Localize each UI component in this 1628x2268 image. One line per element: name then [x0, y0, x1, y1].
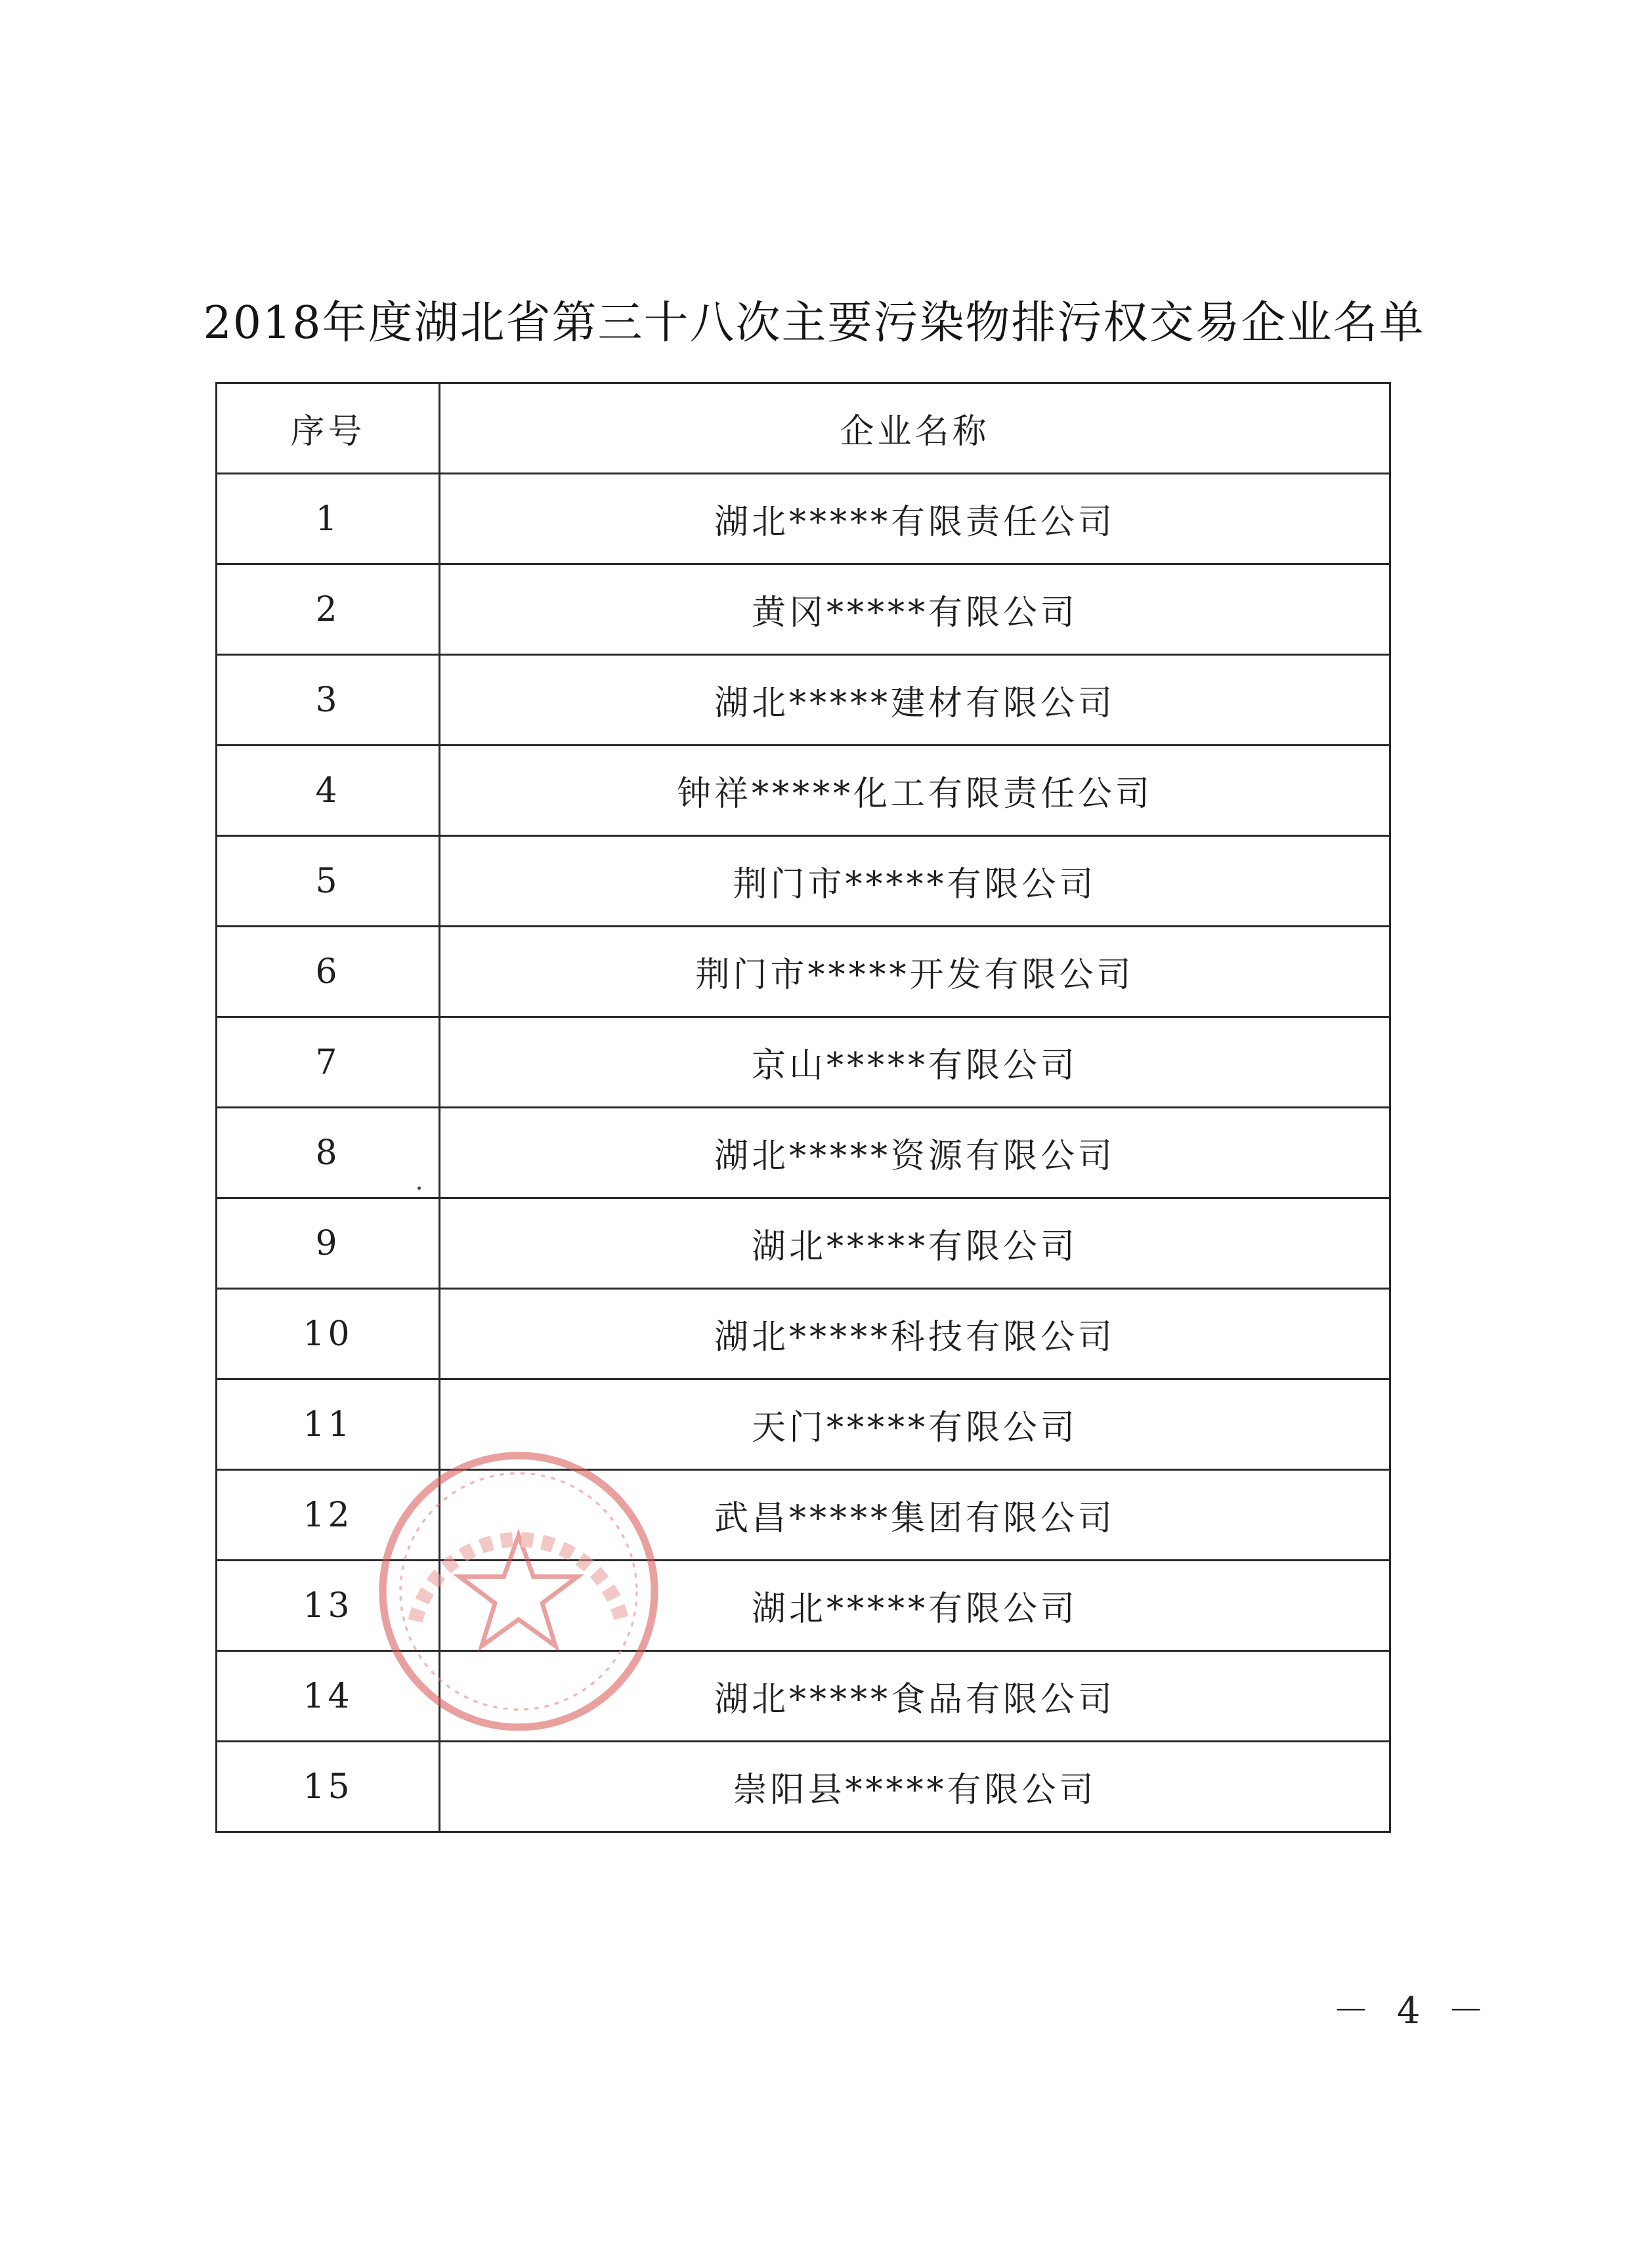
document-title: 2018年度湖北省第三十八次主要污染物排污权交易企业名单: [203, 297, 1425, 349]
row-name: 湖北*****资源有限公司: [440, 1108, 1390, 1198]
table-row: [217, 1108, 1390, 1198]
row-seq: 6: [217, 927, 440, 1017]
row-seq: 8: [217, 1108, 440, 1198]
row-name: 湖北*****科技有限公司: [440, 1289, 1390, 1379]
table-row: [217, 564, 1390, 655]
row-name: 湖北*****食品有限公司: [440, 1651, 1390, 1742]
row-seq: 3: [217, 655, 440, 746]
enterprise-table: [215, 382, 1391, 1833]
table-row: [217, 927, 1390, 1017]
row-name: 湖北*****有限责任公司: [440, 474, 1390, 564]
table-row: [217, 1651, 1390, 1742]
table-row: [217, 1379, 1390, 1470]
table-header-row: [217, 383, 1390, 474]
scan-speck: [418, 1186, 421, 1190]
row-seq: 7: [217, 1017, 440, 1108]
row-seq: 13: [217, 1561, 440, 1651]
table-row: [217, 655, 1390, 746]
header-seq: 序号: [217, 383, 440, 474]
row-name: 武昌*****集团有限公司: [440, 1470, 1390, 1561]
row-seq: 10: [217, 1289, 440, 1379]
row-seq: 5: [217, 836, 440, 927]
table-row: [217, 1198, 1390, 1289]
table-row: [217, 474, 1390, 564]
table-row: [217, 1289, 1390, 1379]
row-name: 黄冈*****有限公司: [440, 564, 1390, 655]
header-name: 企业名称: [440, 383, 1390, 474]
table-row: [217, 1561, 1390, 1651]
row-seq: 2: [217, 564, 440, 655]
row-seq: 9: [217, 1198, 440, 1289]
row-name: 天门*****有限公司: [440, 1379, 1390, 1470]
row-seq: 1: [217, 474, 440, 564]
table-row: [217, 746, 1390, 836]
row-name: 湖北*****建材有限公司: [440, 655, 1390, 746]
row-name: 京山*****有限公司: [440, 1017, 1390, 1108]
table-row: [217, 1742, 1390, 1832]
row-seq: 14: [217, 1651, 440, 1742]
table-row: [217, 836, 1390, 927]
row-name: 湖北*****有限公司: [440, 1198, 1390, 1289]
table-row: [217, 1017, 1390, 1108]
row-name: 湖北*****有限公司: [440, 1561, 1390, 1651]
row-name: 荆门市*****开发有限公司: [440, 927, 1390, 1017]
row-seq: 12: [217, 1470, 440, 1561]
table-row: [217, 1470, 1390, 1561]
row-name: 荆门市*****有限公司: [440, 836, 1390, 927]
row-name: 崇阳县*****有限公司: [440, 1742, 1390, 1832]
row-seq: 15: [217, 1742, 440, 1832]
enterprise-table-container: [215, 382, 1389, 1833]
row-seq: 4: [217, 746, 440, 836]
page-number: － 4 －: [1333, 1990, 1493, 2032]
row-name: 钟祥*****化工有限责任公司: [440, 746, 1390, 836]
row-seq: 11: [217, 1379, 440, 1470]
